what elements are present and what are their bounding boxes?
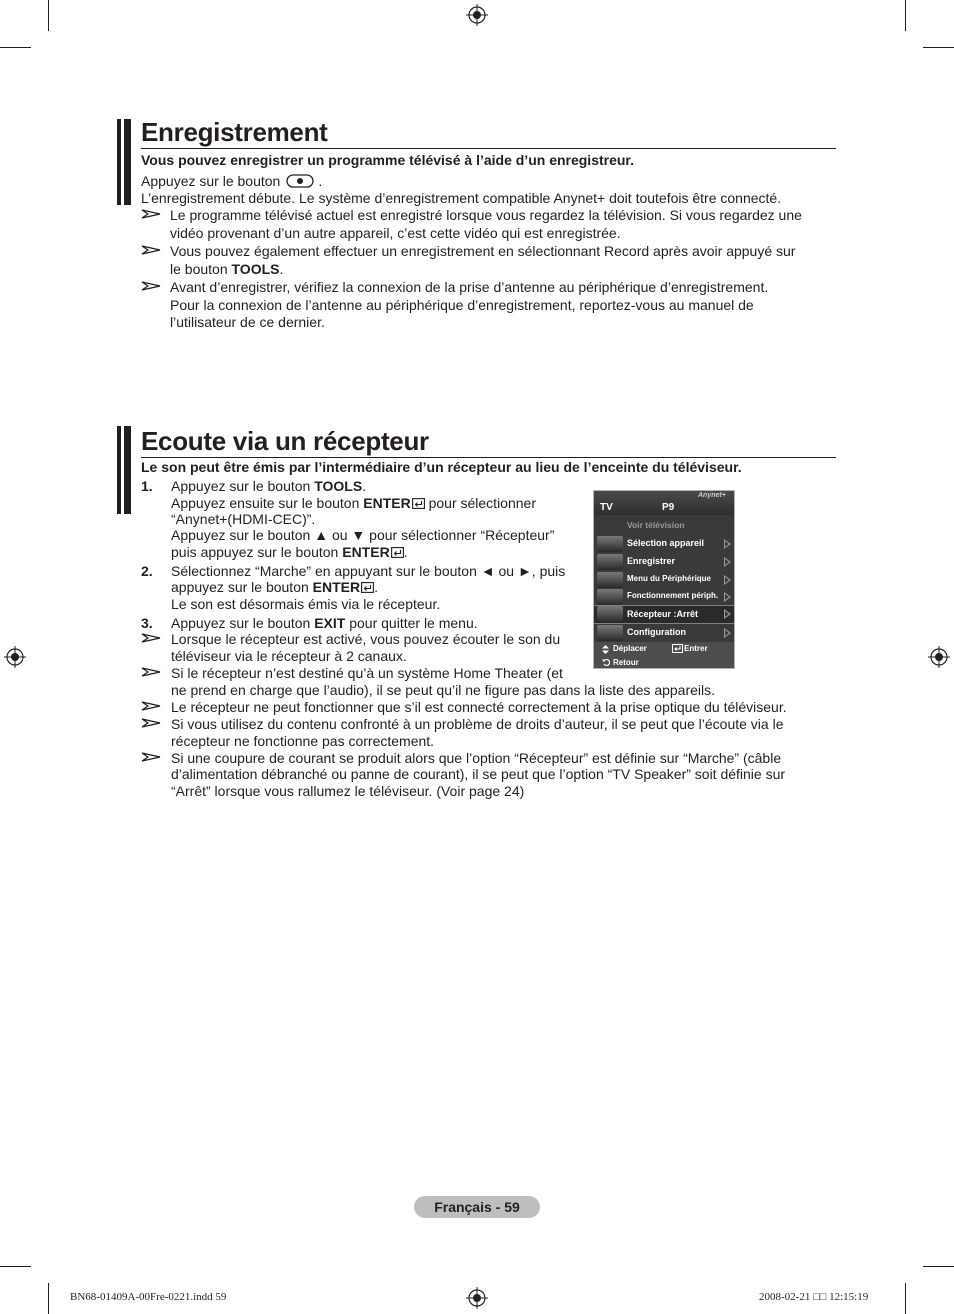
osd-item-selection-appareil[interactable]: Sélection appareil bbox=[594, 535, 734, 553]
menu-thumbnail-icon bbox=[597, 572, 623, 588]
section-rule bbox=[141, 457, 836, 458]
note-line: récepteur ne fonctionne pas correctement. bbox=[171, 733, 435, 749]
osd-item-recepteur-selected[interactable]: Récepteur :Arrêt bbox=[594, 605, 734, 624]
chevron-right-icon bbox=[724, 609, 731, 619]
crop-mark bbox=[0, 47, 31, 48]
enter-icon bbox=[412, 498, 425, 509]
note-line: ne prend en charge que l’audio), il se peut qu’il ne figure pas dans la liste des appareils. bbox=[171, 682, 716, 698]
note-arrow-icon bbox=[141, 208, 161, 220]
section-lead: Le son peut être émis par l’intermédiaire d’un récepteur au lieu de l’enceinte du téléviseur. bbox=[141, 459, 742, 475]
step-line: Le son est désormais émis via le récepteur. bbox=[171, 596, 441, 612]
note-arrow-icon bbox=[141, 717, 161, 729]
instruction-line: Appuyez sur le bouton . bbox=[141, 173, 323, 189]
file-slug: BN68-01409A-00Fre-0221.indd 59 bbox=[70, 1291, 227, 1303]
note-line: l’utilisateur de ce dernier. bbox=[170, 314, 325, 330]
step-line: Appuyez sur le bouton TOOLS. bbox=[171, 478, 367, 494]
section-lead: Vous pouvez enregistrer un programme télévisé à l’aide d’un enregistreur. bbox=[141, 152, 635, 168]
note-line: Si une coupure de courant se produit alors que l’option “Récepteur” est définie sur “Marche” (câble bbox=[171, 750, 782, 766]
osd-item-configuration[interactable]: Configuration bbox=[594, 624, 734, 642]
osd-footer bbox=[594, 642, 734, 668]
chevron-right-icon bbox=[724, 539, 731, 549]
registration-mark-icon bbox=[4, 646, 26, 668]
crop-mark bbox=[48, 1283, 49, 1314]
note-arrow-icon bbox=[141, 244, 161, 256]
step-number: 2. bbox=[141, 563, 153, 579]
step-number: 1. bbox=[141, 478, 153, 494]
note-line: vidéo provenant d’un autre appareil, c’est cette vidéo qui est enregistrée. bbox=[170, 225, 621, 241]
note-line: Avant d’enregistrer, vérifiez la connexion de la prise d’antenne au périphérique d’enregistrement. bbox=[170, 279, 769, 295]
crop-mark bbox=[923, 47, 954, 48]
osd-move-hint: Déplacer bbox=[613, 644, 647, 653]
osd-brand-logo: Anynet+ bbox=[698, 492, 726, 499]
crop-mark bbox=[923, 1266, 954, 1267]
section-title-ecoute: Ecoute via un récepteur bbox=[141, 426, 429, 456]
step-line: appuyez sur le bouton ENTER . bbox=[171, 579, 378, 595]
date-slug: 2008-02-21 □□ 12:15:19 bbox=[759, 1291, 869, 1303]
note-arrow-icon bbox=[141, 632, 161, 644]
page-number: Français - 59 bbox=[414, 1196, 540, 1218]
osd-item-fonctionnement-periph[interactable]: Fonctionnement périph. bbox=[594, 588, 734, 606]
step-number: 3. bbox=[141, 615, 153, 631]
step-line: Sélectionnez “Marche” en appuyant sur le bouton ◄ ou ►, puis bbox=[171, 563, 566, 579]
note-line: Lorsque le récepteur est activé, vous pouvez écouter le son du bbox=[171, 631, 561, 647]
step-line: Appuyez ensuite sur le bouton ENTER pour sélectionner bbox=[171, 495, 536, 511]
osd-back-hint: Retour bbox=[613, 658, 639, 667]
note-line: d’alimentation débranché ou panne de courant), il se peut que l’option “TV Speaker” soit définie sur bbox=[171, 766, 786, 782]
section-title-enregistrement: Enregistrement bbox=[141, 117, 328, 147]
device-thumbnail-icon bbox=[597, 536, 623, 552]
registration-mark-icon bbox=[466, 1287, 488, 1309]
crop-mark bbox=[905, 1283, 906, 1314]
osd-tv-label: TV bbox=[600, 502, 613, 513]
section-bar bbox=[117, 426, 131, 514]
operation-thumbnail-icon bbox=[597, 589, 623, 605]
record-thumbnail-icon bbox=[597, 554, 623, 570]
chevron-right-icon bbox=[724, 557, 731, 567]
note-line: Le récepteur ne peut fonctionner que s’il est connecté correctement à la prise optique du téléviseur. bbox=[171, 699, 787, 715]
enter-icon bbox=[672, 644, 683, 653]
note-line: Pour la connexion de l’antenne au périphérique d’enregistrement, reportez-vous au manuel de bbox=[170, 297, 754, 313]
osd-enter-hint: Entrer bbox=[684, 644, 708, 653]
note-arrow-icon bbox=[141, 751, 161, 763]
instruction-line: L’enregistrement débute. Le système d’enregistrement compatible Anynet+ doit toutefois être connecté. bbox=[141, 190, 782, 206]
section-rule bbox=[141, 148, 836, 149]
chevron-right-icon bbox=[724, 575, 731, 585]
tv-osd-anynet-menu bbox=[593, 490, 735, 669]
step-line: Appuyez sur le bouton ▲ ou ▼ pour sélectionner “Récepteur” bbox=[171, 527, 555, 543]
gear-icon bbox=[597, 625, 623, 641]
registration-mark-icon bbox=[928, 646, 950, 668]
note-arrow-icon bbox=[141, 700, 161, 712]
osd-item-enregistrer[interactable]: Enregistrer bbox=[594, 553, 734, 571]
enter-icon bbox=[361, 582, 374, 593]
up-down-icon bbox=[602, 645, 609, 654]
note-line: Le programme télévisé actuel est enregistré lorsque vous regardez la télévision. Si vous regardez une bbox=[170, 207, 802, 223]
osd-header bbox=[594, 491, 734, 515]
crop-mark bbox=[0, 1266, 31, 1267]
crop-mark bbox=[905, 0, 906, 31]
osd-item-voir-television[interactable]: Voir télévision bbox=[627, 520, 685, 530]
crop-mark bbox=[48, 0, 49, 31]
note-line: le bouton TOOLS. bbox=[170, 261, 284, 277]
step-line: Appuyez sur le bouton EXIT pour quitter le menu. bbox=[171, 615, 478, 631]
osd-channel: P9 bbox=[662, 502, 675, 513]
enter-icon bbox=[391, 547, 404, 558]
registration-mark-icon bbox=[466, 4, 488, 26]
note-line: “Arrêt” lorsque vous rallumez le téléviseur. (Voir page 24) bbox=[171, 783, 525, 799]
note-arrow-icon bbox=[141, 666, 161, 678]
note-arrow-icon bbox=[141, 280, 161, 292]
note-line: Vous pouvez également effectuer un enregistrement en sélectionnant Record après avoir appuyé sur bbox=[170, 243, 796, 259]
step-line: “Anynet+(HDMI-CEC)”. bbox=[171, 511, 316, 527]
return-icon bbox=[602, 658, 610, 666]
osd-item-menu-peripherique[interactable]: Menu du Périphérique bbox=[594, 571, 734, 589]
section-bar bbox=[117, 119, 131, 205]
record-button-icon bbox=[286, 174, 314, 188]
note-line: Si le récepteur n’est destiné qu’à un système Home Theater (et bbox=[171, 665, 563, 681]
note-line: téléviseur via le récepteur à 2 canaux. bbox=[171, 648, 407, 664]
receiver-thumbnail-icon bbox=[597, 606, 623, 622]
step-line: puis appuyez sur le bouton ENTER . bbox=[171, 544, 408, 560]
chevron-right-icon bbox=[724, 628, 731, 638]
chevron-right-icon bbox=[724, 592, 731, 602]
note-line: Si vous utilisez du contenu confronté à un problème de droits d’auteur, il se peut que l’écoute via le bbox=[171, 716, 784, 732]
